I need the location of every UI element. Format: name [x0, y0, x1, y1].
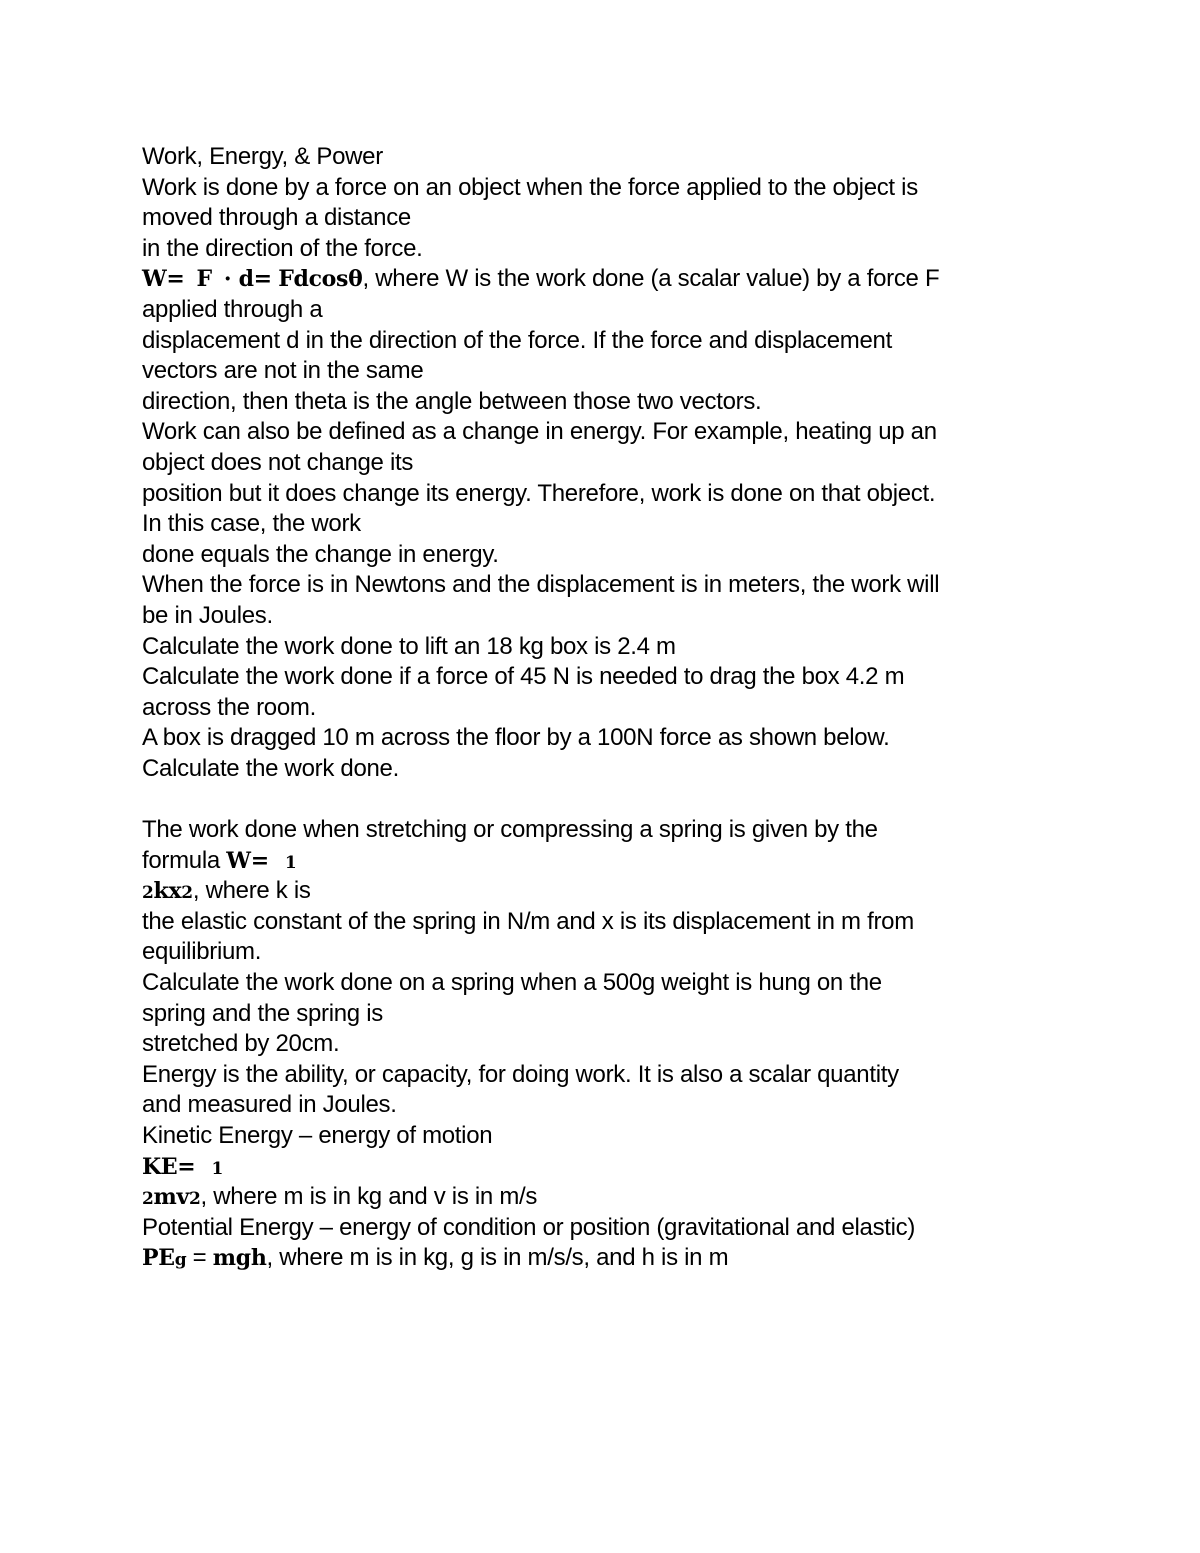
- paragraph-line: direction, then theta is the angle between those two vectors.: [142, 387, 762, 415]
- eq-f: F: [196, 266, 212, 293]
- paragraph-line: The work done when stretching or compressing a spring is given by the: [142, 816, 878, 844]
- eq-text: , where k is: [192, 877, 311, 905]
- spring-equation-line-2: [142, 876, 1062, 907]
- eq-dot-d: · d=: [223, 266, 272, 293]
- paragraph-line: in the direction of the force.: [142, 234, 423, 262]
- paragraph-line: the elastic constant of the spring in N/m and x is its displacement in m from: [142, 907, 914, 935]
- eq-ke: KE=: [142, 1153, 196, 1180]
- paragraph-line: displacement d in the direction of the force. If the force and displacement: [142, 326, 892, 354]
- question-line: stretched by 20cm.: [142, 1030, 340, 1058]
- question-line: spring and the spring is: [142, 999, 383, 1027]
- document-title: Work, Energy, & Power: [142, 143, 383, 170]
- paragraph-line: and measured in Joules.: [142, 1091, 397, 1119]
- eq-kx: kx: [153, 878, 182, 905]
- eq-text: , where m is in kg and v is in m/s: [200, 1183, 538, 1211]
- question-line: Calculate the work done if a force of 45 N is needed to drag the box 4.2 m: [142, 663, 905, 691]
- work-equation-line: [142, 264, 1062, 295]
- paragraph-line: Energy is the ability, or capacity, for doing work. It is also a scalar quantity: [142, 1060, 899, 1088]
- pe-heading: Potential Energy – energy of condition or position (gravitational and elastic): [142, 1213, 916, 1241]
- eq-denominator: 2: [142, 883, 154, 904]
- document-body: [142, 142, 1062, 1274]
- blank-line: [142, 784, 1062, 815]
- eq-numerator: 1: [211, 1158, 223, 1179]
- eq-subscript: g: [174, 1250, 187, 1271]
- paragraph-line: moved through a distance: [142, 204, 411, 232]
- eq-prefix: formula: [142, 846, 227, 874]
- eq-equals: =: [186, 1244, 213, 1272]
- paragraph-line: Work is done by a force on an object when the force applied to the object is: [142, 173, 918, 201]
- paragraph-line: object does not change its: [142, 448, 414, 476]
- question-line: Calculate the work done to lift an 18 kg box is 2.4 m: [142, 632, 676, 660]
- ke-heading: Kinetic Energy – energy of motion: [142, 1122, 493, 1149]
- paragraph-line: Work can also be defined as a change in energy. For example, heating up an: [142, 418, 937, 446]
- eq-text: , where W is the work done (a scalar value) by a force F: [362, 265, 940, 293]
- paragraph-line: applied through a: [142, 295, 323, 323]
- eq-w: W=: [226, 847, 269, 874]
- question-line: across the room.: [142, 693, 316, 721]
- eq-w: W=: [142, 266, 185, 293]
- eq-denominator: 2: [142, 1189, 154, 1210]
- eq-exponent: 2: [189, 1189, 201, 1210]
- paragraph-line: position but it does change its energy. Therefore, work is done on that object.: [142, 479, 936, 507]
- eq-mgh: mgh: [212, 1245, 267, 1272]
- ke-equation-line-1: [142, 1152, 1062, 1183]
- paragraph-line: equilibrium.: [142, 938, 262, 966]
- paragraph-line: be in Joules.: [142, 601, 273, 629]
- eq-exponent: 2: [181, 883, 193, 904]
- eq-fdcos: Fdcosθ: [278, 266, 363, 293]
- pe-equation-line: [142, 1243, 1062, 1274]
- paragraph-line: When the force is in Newtons and the displacement is in meters, the work will: [142, 571, 940, 599]
- paragraph-line: vectors are not in the same: [142, 357, 424, 385]
- eq-mv: mv: [153, 1184, 189, 1211]
- paragraph-line: In this case, the work: [142, 510, 361, 538]
- eq-text: , where m is in kg, g is in m/s/s, and h is in m: [266, 1244, 729, 1272]
- eq-pe: PE: [142, 1245, 175, 1272]
- question-line: Calculate the work done.: [142, 754, 399, 782]
- question-line: A box is dragged 10 m across the floor by a 100N force as shown below.: [142, 724, 890, 752]
- eq-numerator: 1: [284, 852, 297, 873]
- question-line: Calculate the work done on a spring when a 500g weight is hung on the: [142, 969, 882, 997]
- paragraph-line: done equals the change in energy.: [142, 540, 499, 568]
- spring-equation-line-1: [142, 846, 1062, 877]
- ke-equation-line-2: [142, 1182, 1062, 1213]
